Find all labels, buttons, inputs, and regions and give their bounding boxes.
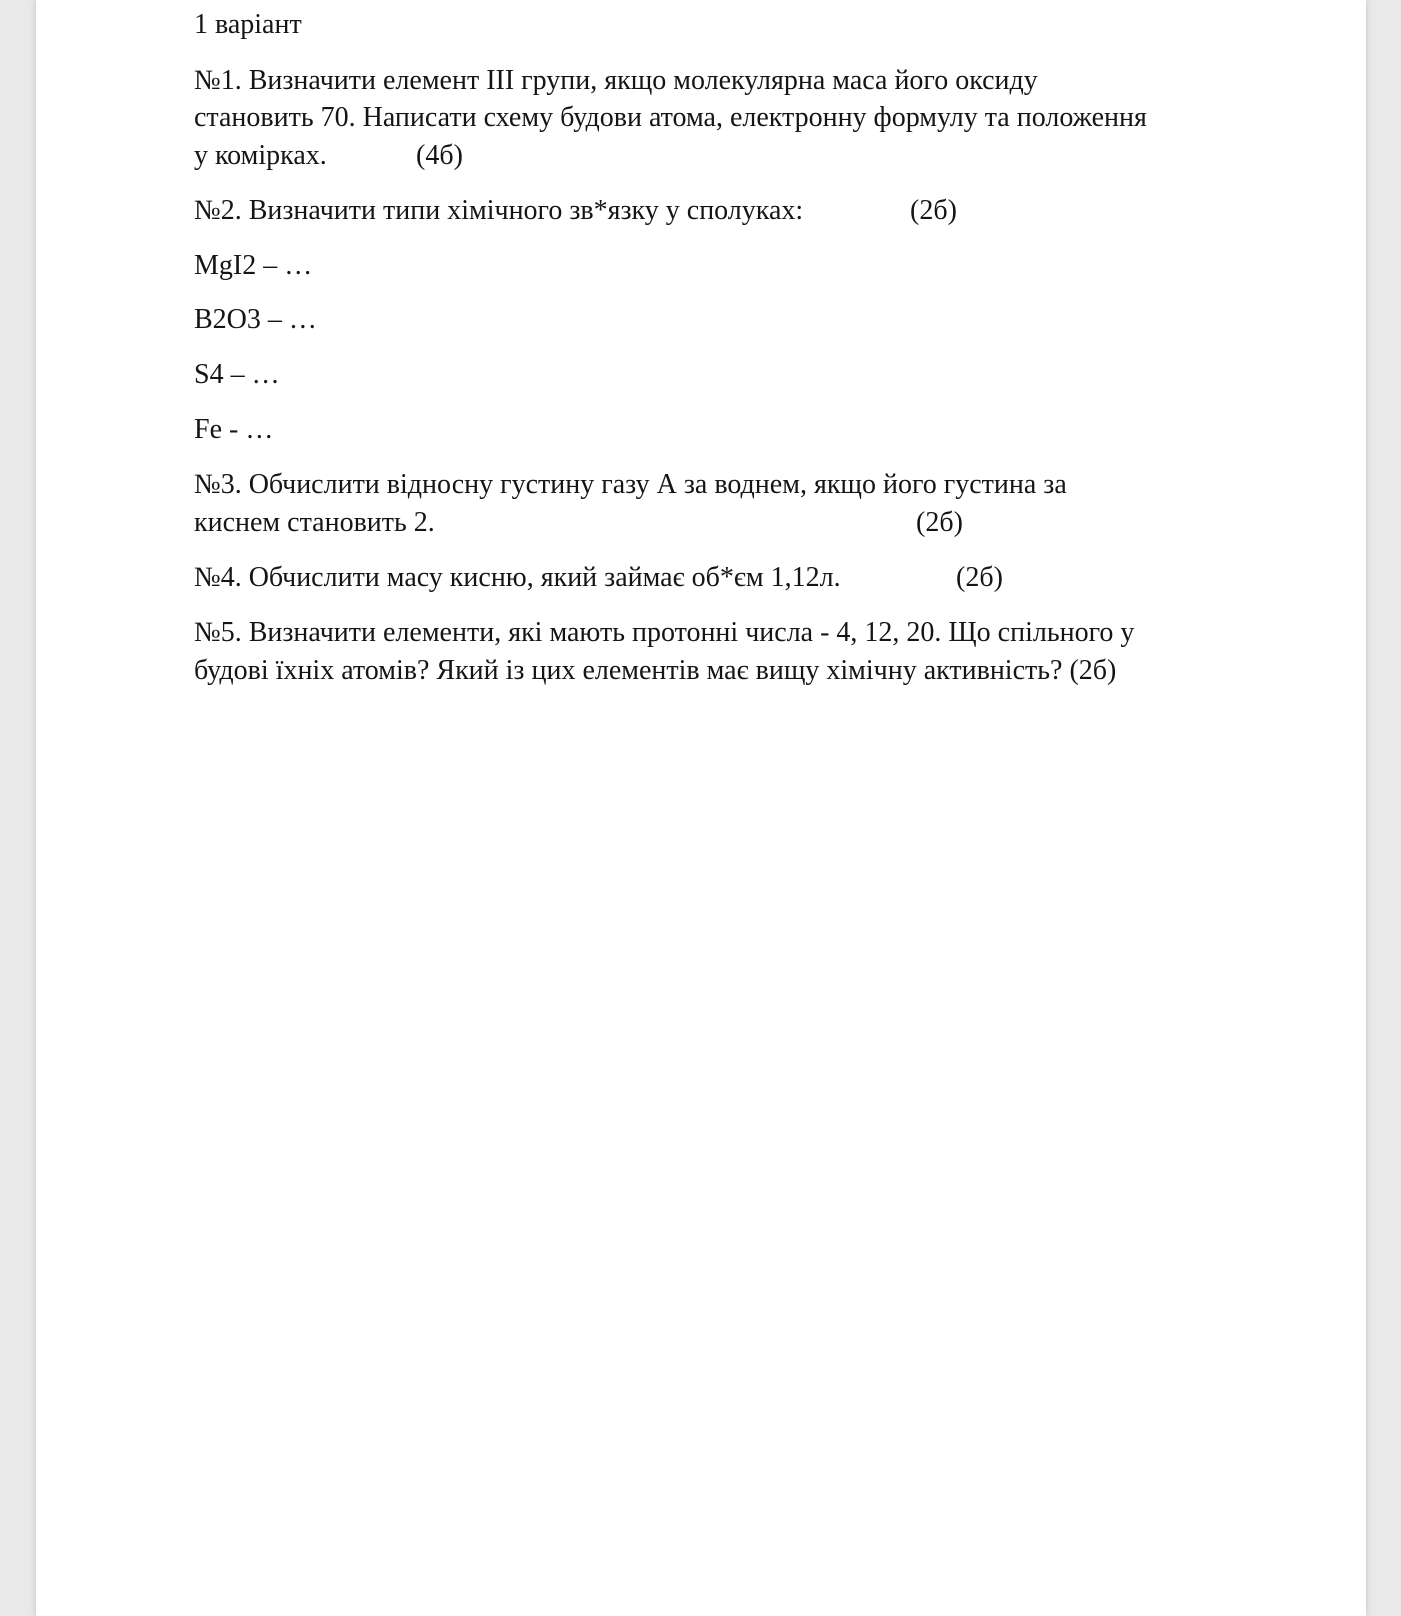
task-1-line-3: у комірках.	[194, 140, 327, 171]
document-page	[36, 0, 1366, 1616]
task-4-points: (2б)	[956, 562, 1003, 593]
variant-heading: 1 варіант	[194, 9, 302, 40]
task-2-item-fe: Fe - …	[194, 414, 274, 445]
task-1-line-1: №1. Визначити елемент ІІІ групи, якщо молекулярна маса його оксиду	[194, 65, 1038, 96]
task-5-line-2: будові їхніх атомів? Який із цих елементів має вищу хімічну активність? (2б)	[194, 655, 1117, 686]
task-2-points: (2б)	[910, 195, 957, 226]
task-2-item-s4: S4 – …	[194, 359, 280, 390]
task-5-line-1: №5. Визначити елементи, які мають протонні числа - 4, 12, 20. Що спільного у	[194, 617, 1135, 648]
task-1-line-2: становить 70. Написати схему будови атома, електронну формулу та положення	[194, 102, 1147, 133]
task-2-item-b2o3: B2O3 – …	[194, 304, 317, 335]
task-3-line-2: киснем становить 2.	[194, 507, 435, 538]
task-4-line-1: №4. Обчислити масу кисню, який займає об*єм 1,12л.	[194, 562, 841, 593]
task-3-points: (2б)	[916, 507, 963, 538]
task-3-line-1: №3. Обчислити відносну густину газу А за воднем, якщо його густина за	[194, 469, 1067, 500]
task-2-item-mgi2: MgI2 – …	[194, 250, 313, 281]
task-2-line-1: №2. Визначити типи хімічного зв*язку у сполуках:	[194, 195, 804, 226]
task-1-points: (4б)	[416, 140, 463, 171]
